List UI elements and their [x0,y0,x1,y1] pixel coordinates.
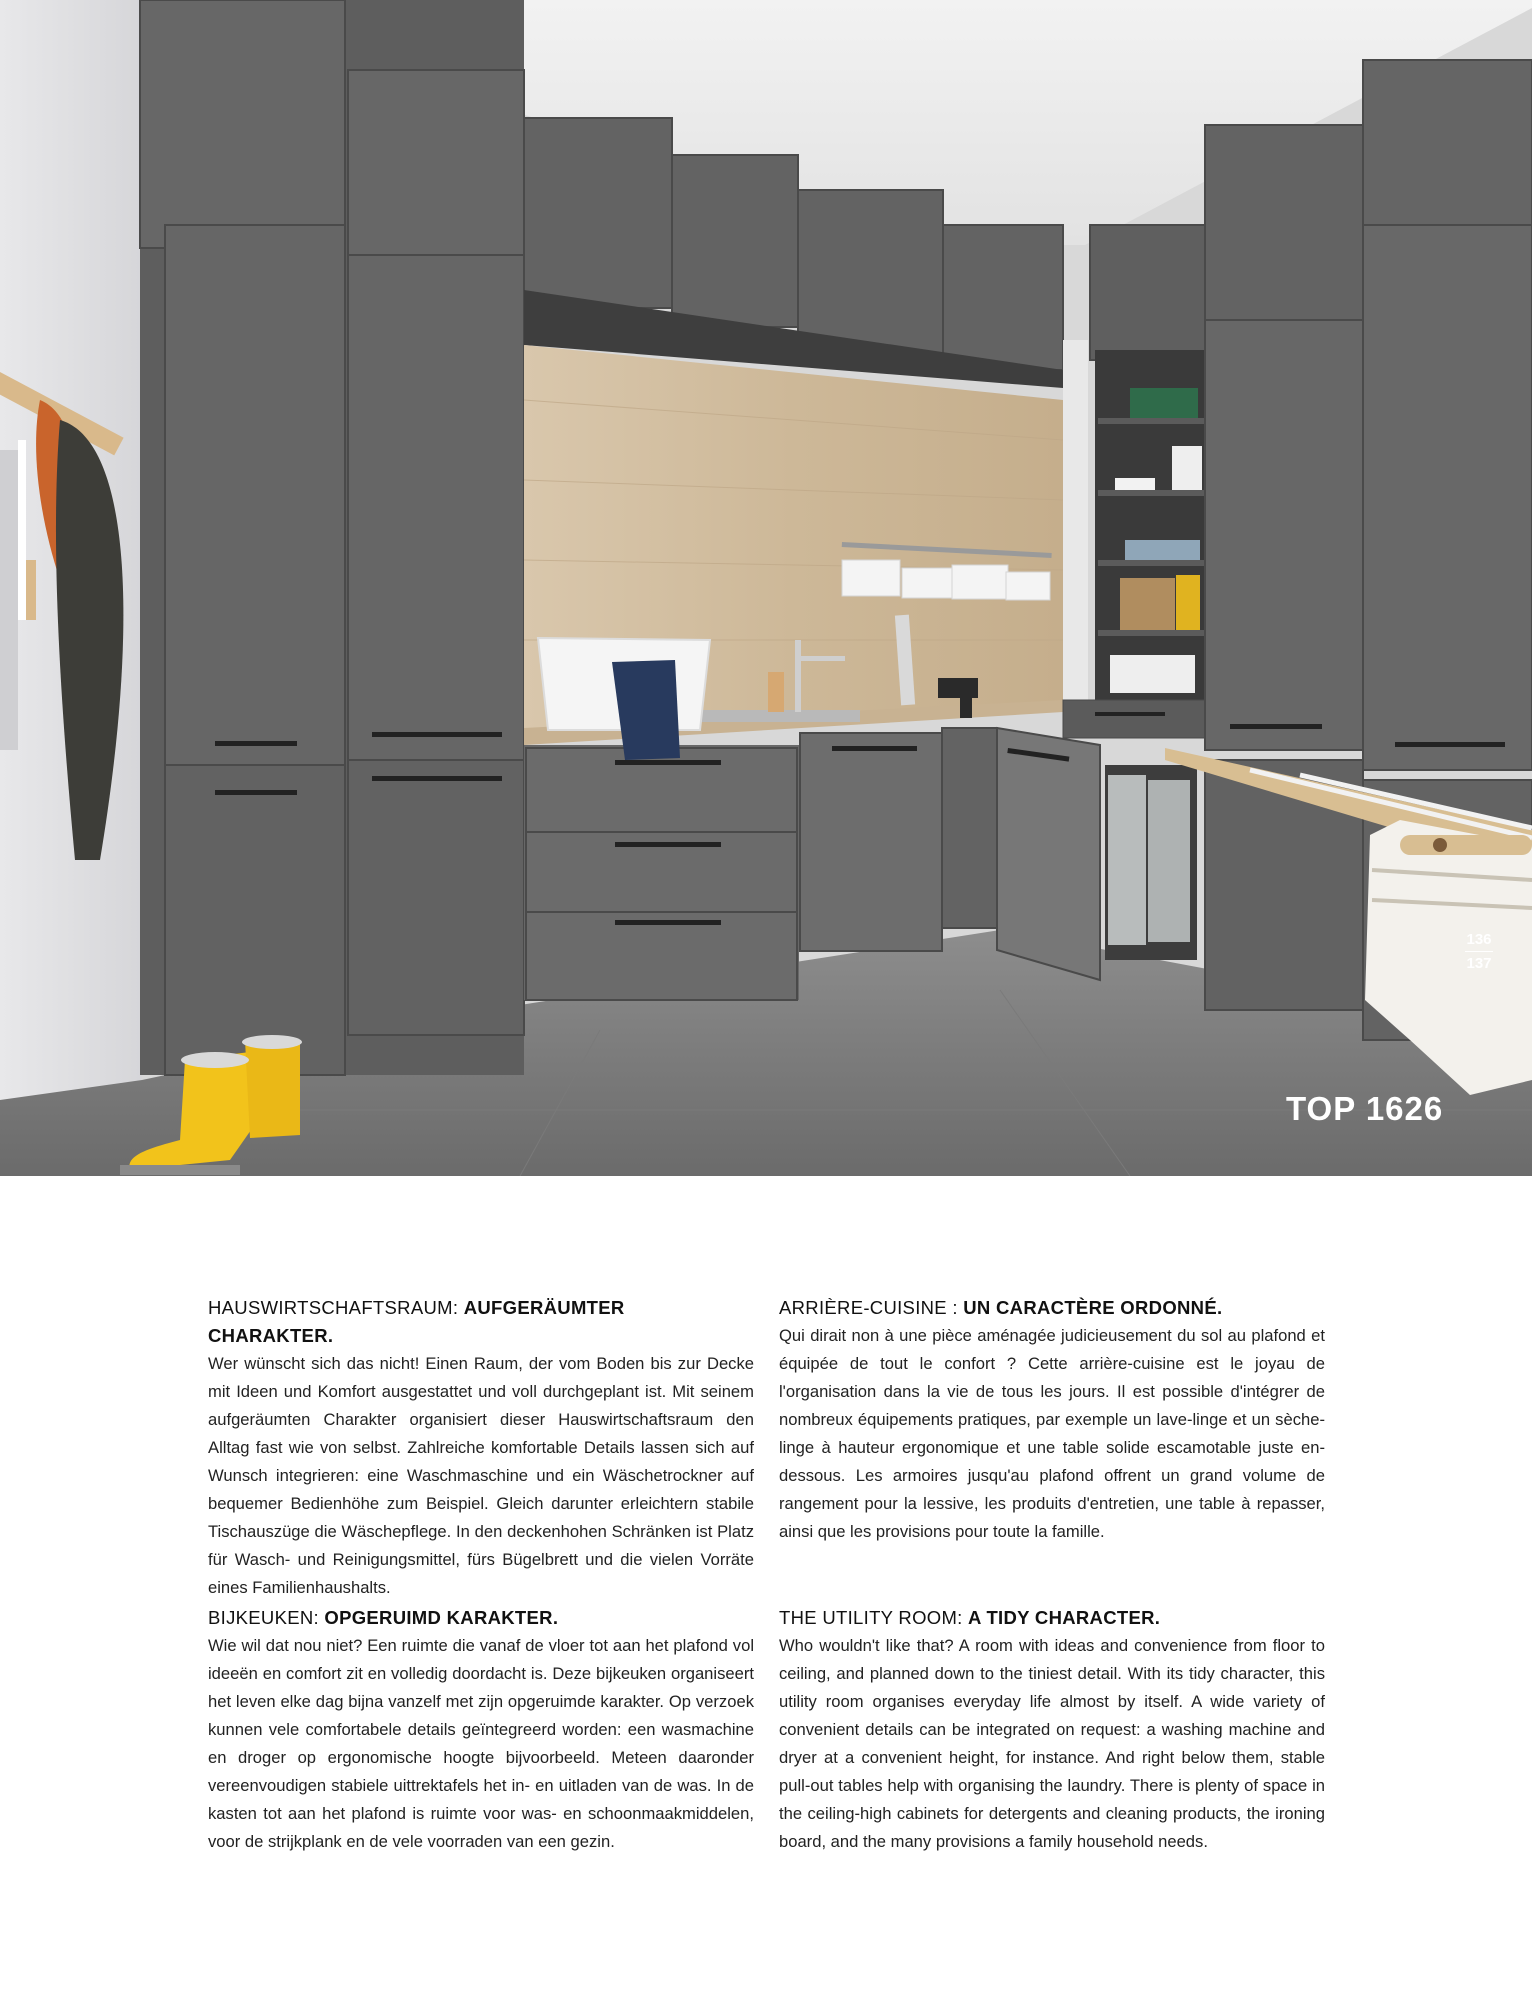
section-heading [208,1294,754,1350]
section-body: Qui dirait non à une pièce aménagée judicieusement du sol au plafond et équipée de tout le confort ? Cette arrière-cuisine est le joyau de l'organisation dans la vie de tous les jours. Il est possible d'intégrer de nombreux équipements pratiques, par exemple un lave-linge et un sèche-linge à hauteur ergonomique et une table solide escamotable juste en-dessous. Les armoires jusqu'au plafond offrent un grand volume de rangement pour la lessive, les produits d'entretien, une table à repasser, ainsi que les provisions pour toute la famille. [779,1326,1325,1541]
heading-prefix: THE UTILITY ROOM: [779,1607,969,1628]
section-french [779,1294,1325,1546]
heading-prefix: HAUSWIRTSCHAFTSRAUM: [208,1297,464,1318]
heading-bold: OPGERUIMD KARAKTER. [324,1607,559,1628]
section-body: Wer wünscht sich das nicht! Einen Raum, der vom Boden bis zur Decke mit Ideen und Komfort ausgestattet und voll durchgeplant ist. Mit seinem aufgeräumten Charakter organisiert dieser Hauswirtschaftsraum den Alltag fast wie von selbst. Zahlreiche komfortable Details lassen sich auf Wunsch integrieren: eine Waschmaschine und ein Wäschetrockner auf bequemer Bedienhöhe zum Beispiel. Gleich darunter erleichtern stabile Tischauszüge die Wäschepflege. In den deckenhohen Schränken ist Platz für Wasch- und Reinigungsmittel, fürs Bügelbrett und die vielen Vorräte eines Familienhaushalts. [208,1354,754,1597]
section-body: Wie wil dat nou niet? Een ruimte die vanaf de vloer tot aan het plafond vol ideeën en comfort zit en volledig doordacht is. Deze bijkeuken organiseert het leven elke dag bijna vanzelf met zijn opgeruimde karakter. Op verzoek kunnen vele comfortabele details geïntegreerd worden: een wasmachine en droger op ergonomische hoogte bijvoorbeeld. Meteen daaronder vereenvoudigen stabiele uittrektafels het in- en uitladen van de was. In de kasten tot aan het plafond is ruimte voor was- en schoonmaakmiddelen, voor de strijkplank en de vele voorraden van een gezin. [208,1636,754,1851]
heading-prefix: BIJKEUKEN: [208,1607,325,1628]
page-number-divider [1465,951,1493,952]
heading-prefix: ARRIÈRE-CUISINE : [779,1297,964,1318]
page-number-left: 136 [1466,931,1492,948]
heading-bold: UN CARACTÈRE ORDONNÉ. [963,1297,1223,1318]
section-english [779,1604,1325,1856]
section-german [208,1294,754,1602]
page-numbers [1462,930,1496,973]
model-label: TOP 1626 [1286,1090,1444,1127]
section-heading [208,1604,754,1632]
section-heading [779,1604,1325,1632]
section-heading [779,1294,1325,1322]
section-body: Who wouldn't like that? A room with ideas and convenience from floor to ceiling, and planned down to the tiniest detail. With its tidy character, this utility room organises everyday life almost by itself. A wide variety of convenient details can be integrated on request: a washing machine and dryer at a convenient height, for instance. And right below them, stable pull-out tables help with organising the laundry. There is plenty of space in the ceiling-high cabinets for detergents and cleaning products, the ironing board, and the many provisions a family household needs. [779,1636,1325,1851]
heading-bold: A TIDY CHARACTER. [968,1607,1161,1628]
section-dutch [208,1604,754,1856]
heading-bold: AUFGERÄUMTER CHARAKTER. [208,1297,625,1346]
page-number-right: 137 [1466,955,1492,972]
